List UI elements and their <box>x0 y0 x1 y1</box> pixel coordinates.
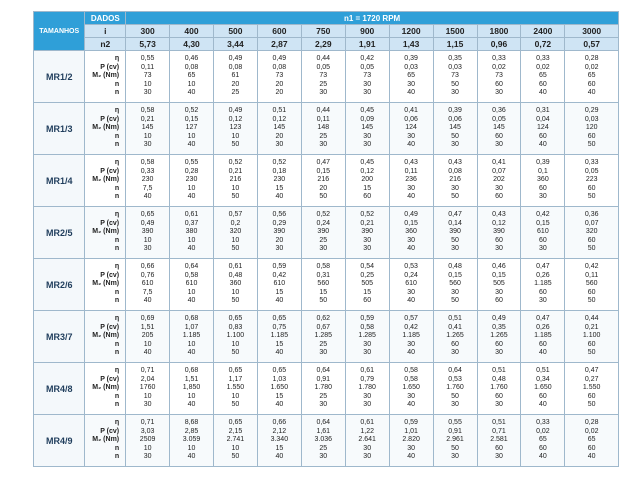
value-cell: 0,68 1,51 1,850 10 40 <box>170 363 214 415</box>
value-cell: 0,65 0,75 1.185 15 40 <box>257 311 301 363</box>
value-cell: 0,52 0,21 216 10 50 <box>213 155 257 207</box>
i-value-cell: 750 <box>301 25 345 38</box>
value-cell: 0,54 0,25 505 15 60 <box>345 259 389 311</box>
value-cell: 0,39 0,1 360 60 30 <box>521 155 565 207</box>
n2-value-cell: 0,57 <box>565 38 619 51</box>
i-value-cell: 3000 <box>565 25 619 38</box>
value-cell: 0,43 0,08 216 30 50 <box>433 155 477 207</box>
model-name: MR1/2 <box>34 51 85 103</box>
value-cell: 0,58 0,31 560 15 50 <box>301 259 345 311</box>
n2-value-cell: 0,96 <box>477 38 521 51</box>
value-cell: 0,62 0,67 1.285 25 30 <box>301 311 345 363</box>
model-name: MR4/8 <box>34 363 85 415</box>
value-cell: 0,57 0,2 320 10 50 <box>213 207 257 259</box>
value-cell: 0,51 0,71 2.581 60 30 <box>477 415 521 467</box>
n2-value-cell: 1,91 <box>345 38 389 51</box>
value-cell: 0,51 0,48 1.760 60 30 <box>477 363 521 415</box>
n2-value-cell: 2,29 <box>301 38 345 51</box>
value-cell: 0,59 0,42 610 15 40 <box>257 259 301 311</box>
value-cell: 0,44 0,05 73 25 30 <box>301 51 345 103</box>
value-cell: 0,47 0,15 216 20 50 <box>301 155 345 207</box>
value-cell: 0,58 0,21 145 10 30 <box>126 103 170 155</box>
value-cell: 0,28 0,02 65 60 40 <box>565 415 619 467</box>
n2-value-cell: 2,87 <box>257 38 301 51</box>
value-cell: 0,29 0,03 120 60 50 <box>565 103 619 155</box>
i-value-cell: 2400 <box>521 25 565 38</box>
value-cell: 0,65 0,49 390 10 30 <box>126 207 170 259</box>
value-cell: 0,44 0,21 1.100 60 50 <box>565 311 619 363</box>
dados-header: DADOS <box>85 12 126 25</box>
i-value-cell: 1200 <box>389 25 433 38</box>
value-cell: 0,55 0,11 73 10 30 <box>126 51 170 103</box>
value-cell: 0,52 0,18 230 15 40 <box>257 155 301 207</box>
table-row <box>34 103 619 155</box>
value-cell: 0,49 0,12 123 10 50 <box>213 103 257 155</box>
value-cell: 0,33 0,02 73 60 30 <box>477 51 521 103</box>
i-value-cell: 500 <box>213 25 257 38</box>
value-cell: 0,66 0,76 610 7,5 40 <box>126 259 170 311</box>
value-cell: 0,57 0,42 1.185 30 40 <box>389 311 433 363</box>
value-cell: 0,28 0,02 65 60 40 <box>565 51 619 103</box>
i-label: i <box>85 25 126 38</box>
value-cell: 0,65 1,17 1.550 10 50 <box>213 363 257 415</box>
value-cell: 0,39 0,06 145 50 30 <box>433 103 477 155</box>
value-cell: 0,46 0,15 505 30 60 <box>477 259 521 311</box>
model-name: MR2/5 <box>34 207 85 259</box>
value-cell: 0,61 0,37 380 10 40 <box>170 207 214 259</box>
value-cell: 0,47 0,14 390 50 30 <box>433 207 477 259</box>
model-name: MR1/3 <box>34 103 85 155</box>
table-row <box>34 207 619 259</box>
value-cell: 0,49 0,15 360 30 40 <box>389 207 433 259</box>
value-cell: 0,44 0,11 148 25 30 <box>301 103 345 155</box>
value-cell: 0,47 0,27 1.550 60 50 <box>565 363 619 415</box>
value-cell: 0,56 0,29 390 20 30 <box>257 207 301 259</box>
value-cell: 0,49 0,35 1.265 60 30 <box>477 311 521 363</box>
value-cell: 0,55 0,91 2.961 50 30 <box>433 415 477 467</box>
value-cell: 0,71 3,03 2509 10 30 <box>126 415 170 467</box>
performance-table <box>33 11 619 467</box>
table-row <box>34 311 619 363</box>
model-name: MR4/9 <box>34 415 85 467</box>
row-labels: η P (cv) M₂ (Nm) n n <box>85 415 126 467</box>
n2-value-cell: 0,72 <box>521 38 565 51</box>
n2-value-cell: 3,44 <box>213 38 257 51</box>
value-cell: 0,46 0,08 65 10 40 <box>170 51 214 103</box>
value-cell: 0,33 0,02 65 60 40 <box>521 415 565 467</box>
value-cell: 0,59 1,01 2.820 30 40 <box>389 415 433 467</box>
i-value-cell: 1800 <box>477 25 521 38</box>
row-labels: η P (cv) M₂ (Nm) n n <box>85 155 126 207</box>
performance-table-container <box>33 11 619 467</box>
value-cell: 0,45 0,12 200 15 60 <box>345 155 389 207</box>
row-labels: η P (cv) M₂ (Nm) n n <box>85 103 126 155</box>
i-value-cell: 1500 <box>433 25 477 38</box>
value-cell: 0,64 0,58 610 10 40 <box>170 259 214 311</box>
model-name: MR2/6 <box>34 259 85 311</box>
value-cell: 0,64 0,53 1.760 50 30 <box>433 363 477 415</box>
value-cell: 0,52 0,24 390 25 30 <box>301 207 345 259</box>
value-cell: 0,58 0,58 1.650 30 40 <box>389 363 433 415</box>
value-cell: 0,33 0,02 65 60 40 <box>521 51 565 103</box>
value-cell: 0,65 2,15 2.741 10 50 <box>213 415 257 467</box>
value-cell: 0,52 0,15 127 10 40 <box>170 103 214 155</box>
value-cell: 0,64 1,61 3.036 25 30 <box>301 415 345 467</box>
value-cell: 0,65 1,03 1.650 15 40 <box>257 363 301 415</box>
table-row <box>34 259 619 311</box>
value-cell: 0,66 2,12 3.340 15 40 <box>257 415 301 467</box>
i-value-cell: 400 <box>170 25 214 38</box>
value-cell: 0,35 0,03 73 50 30 <box>433 51 477 103</box>
value-cell: 0,42 0,11 560 60 50 <box>565 259 619 311</box>
value-cell: 0,33 0,05 223 60 50 <box>565 155 619 207</box>
i-value-cell: 300 <box>126 25 170 38</box>
value-cell: 0,55 0,28 230 10 40 <box>170 155 214 207</box>
value-cell: 0,41 0,06 124 30 40 <box>389 103 433 155</box>
i-value-cell: 600 <box>257 25 301 38</box>
value-cell: 0,42 0,15 610 60 30 <box>521 207 565 259</box>
value-cell: 0,49 0,08 73 20 20 <box>257 51 301 103</box>
value-cell: 0,58 0,33 230 7,5 40 <box>126 155 170 207</box>
model-name: MR3/7 <box>34 311 85 363</box>
n2-value-cell: 4,30 <box>170 38 214 51</box>
value-cell: 0,65 0,83 1.100 10 50 <box>213 311 257 363</box>
value-cell: 0,61 1,22 2.641 30 30 <box>345 415 389 467</box>
value-cell: 0,51 0,12 145 20 30 <box>257 103 301 155</box>
row-labels: η P (cv) M₂ (Nm) n n <box>85 259 126 311</box>
value-cell: 0,45 0,09 145 30 30 <box>345 103 389 155</box>
value-cell: 0,36 0,07 320 60 50 <box>565 207 619 259</box>
value-cell: 0,36 0,05 145 60 30 <box>477 103 521 155</box>
value-cell: 0,42 0,05 73 30 30 <box>345 51 389 103</box>
value-cell: 0,53 0,24 610 30 40 <box>389 259 433 311</box>
value-cell: 0,68 1,07 1.185 10 40 <box>170 311 214 363</box>
n2-value-cell: 1,15 <box>433 38 477 51</box>
value-cell: 0,43 0,11 236 30 40 <box>389 155 433 207</box>
value-cell: 0,71 2,04 1760 10 30 <box>126 363 170 415</box>
value-cell: 0,59 0,58 1.285 30 30 <box>345 311 389 363</box>
row-labels: η P (cv) M₂ (Nm) n n <box>85 207 126 259</box>
value-cell: 0,49 0,08 61 20 25 <box>213 51 257 103</box>
table-row <box>34 415 619 467</box>
value-cell: 0,51 0,34 1.650 60 40 <box>521 363 565 415</box>
table-row <box>34 155 619 207</box>
tamanhos-header: TAMANHOS <box>34 12 85 51</box>
row-labels: η P (cv) M₂ (Nm) n n <box>85 51 126 103</box>
row-labels: η P (cv) M₂ (Nm) n n <box>85 311 126 363</box>
value-cell: 0,64 0,91 1.780 25 30 <box>301 363 345 415</box>
value-cell: 0,61 0,48 360 10 50 <box>213 259 257 311</box>
value-cell: 0,39 0,03 65 30 40 <box>389 51 433 103</box>
rpm-title: n1 = 1720 RPM <box>126 12 619 25</box>
value-cell: 0,47 0,26 1.185 60 40 <box>521 311 565 363</box>
value-cell: 0,61 0,79 1.780 30 30 <box>345 363 389 415</box>
i-value-cell: 900 <box>345 25 389 38</box>
value-cell: 0,52 0,21 390 30 30 <box>345 207 389 259</box>
value-cell: 0,48 0,15 560 30 50 <box>433 259 477 311</box>
value-cell: 0,31 0,04 124 60 40 <box>521 103 565 155</box>
n2-value-cell: 1,43 <box>389 38 433 51</box>
value-cell: 0,41 0,07 202 30 60 <box>477 155 521 207</box>
value-cell: 0,69 1,51 205 10 40 <box>126 311 170 363</box>
value-cell: 0,51 0,41 1.265 60 30 <box>433 311 477 363</box>
table-row <box>34 51 619 103</box>
value-cell: 0,47 0,26 1.185 60 30 <box>521 259 565 311</box>
table-row <box>34 363 619 415</box>
value-cell: 0,43 0,12 390 60 30 <box>477 207 521 259</box>
value-cell: 8,68 2,85 3.059 10 40 <box>170 415 214 467</box>
row-labels: η P (cv) M₂ (Nm) n n <box>85 363 126 415</box>
n2-value-cell: 5,73 <box>126 38 170 51</box>
n2-label: n2 <box>85 38 126 51</box>
model-name: MR1/4 <box>34 155 85 207</box>
